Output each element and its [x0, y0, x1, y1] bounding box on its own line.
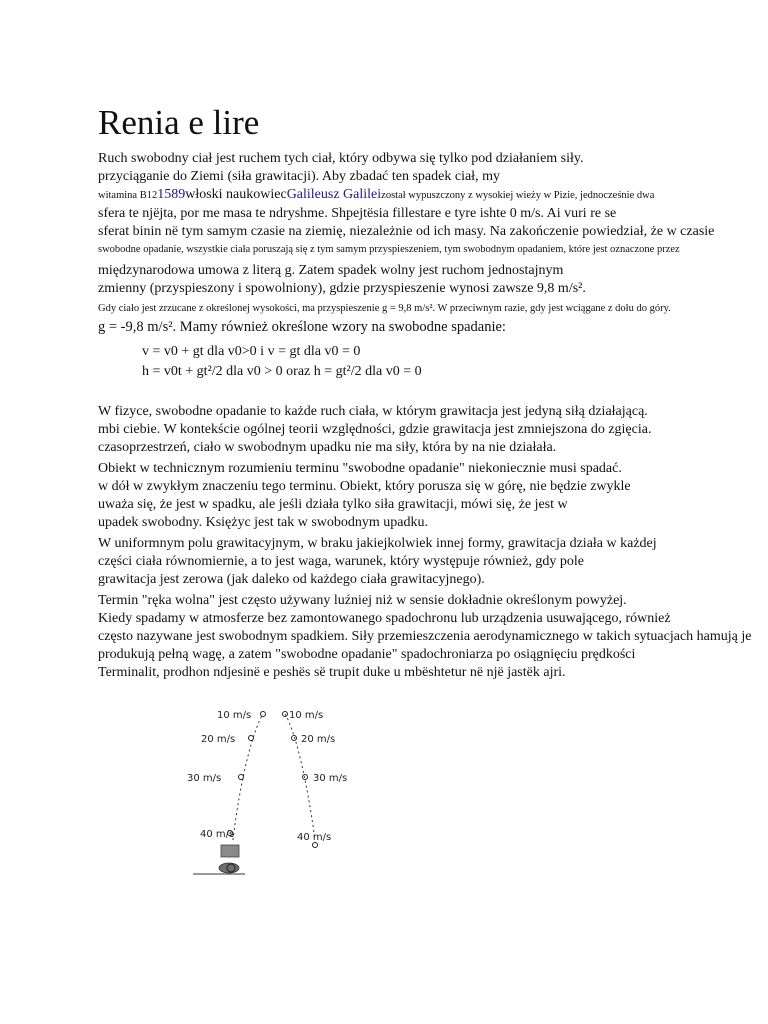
- ball-down-3: [303, 775, 308, 780]
- paragraph-skydiving: [98, 592, 752, 682]
- text-line: [98, 186, 748, 205]
- formula-velocity: v = v0 + gt dla v0>0 i v = gt dla v0 = 0: [142, 344, 361, 359]
- text-line: mbi ciebie. W kontekście ogólnej teorii względności, gdzie grawitacja jest zmniejszona do zgięcia.: [98, 422, 652, 437]
- label-down-40: 40 m/s: [297, 832, 332, 843]
- label-up-40: 40 m/s: [200, 829, 235, 840]
- text-line: Terminalit, prodhon ndjesinë e peshës së trupit duke u mbështetur në një jastëk ajri.: [98, 665, 566, 680]
- galileo-link[interactable]: Galileusz Galilei: [286, 187, 382, 202]
- text-line: części ciała równomiernie, a to jest waga, warunek, który występuje również, gdy pole: [98, 554, 584, 569]
- ball-down-4: [313, 843, 318, 848]
- list-item: [98, 342, 748, 362]
- paragraph-technical: [98, 460, 748, 532]
- label-up-10: 10 m/s: [217, 710, 252, 721]
- text-fragment: włoski naukowiec: [185, 187, 287, 202]
- text-line: W fizyce, swobodne opadanie to każde ruch ciała, w którym grawitacja jest jedyną siłą działającą.: [98, 404, 648, 419]
- trajectory-svg: [185, 700, 365, 880]
- text-line: grawitacja jest zerowa (jak daleko od każdego ciała grawitacyjnego).: [98, 572, 485, 587]
- text-line: Kiedy spadamy w atmosferze bez zamontowanego spadochronu lub urządzenia usuwającego, również: [98, 611, 671, 626]
- cannon-icon: [193, 845, 245, 874]
- label-down-10: 10 m/s: [289, 710, 324, 721]
- text-fragment: został wypuszczony z wysokiej wieży w Pizie, jednocześnie dwa: [381, 190, 655, 201]
- text-line: produkują pełną wagę, a zatem "swobodne opadanie" spadochroniarza po osiągnięciu prędkości: [98, 647, 636, 662]
- paragraph-physics: [98, 403, 748, 457]
- text-line: Ruch swobodny ciał jest ruchem tych ciał, który odbywa się tylko pod działaniem siły.: [98, 151, 584, 166]
- upward-path: [233, 714, 263, 840]
- text-fragment: witamina B12: [98, 190, 158, 201]
- text-line: w dół w zwykłym znaczeniu tego terminu. Obiekt, który porusza się w górę, nie będzie zwykle: [98, 479, 631, 494]
- text-line: Obiekt w technicznym rozumieniu terminu "swobodne opadanie" niekoniecznie musi spadać.: [98, 461, 622, 476]
- page-title: Renia e lire: [98, 103, 260, 142]
- text-line: upadek swobodny. Księżyc jest tak w swobodnym upadku.: [98, 515, 428, 530]
- text-line: g = -9,8 m/s². Mamy również określone wzory na swobodne spadanie:: [98, 319, 506, 335]
- label-down-30: 30 m/s: [313, 773, 348, 784]
- formula-height: h = v0t + gt²/2 dla v0 > 0 oraz h = gt²/2 dla v0 = 0: [142, 364, 422, 379]
- text-line: międzynarodowa umowa z literą g. Zatem spadek wolny jest ruchom jednostajnym: [98, 263, 564, 278]
- text-line: Termin "ręka wolna" jest często używany luźniej niż w sensie dokładnie określonym powyżej.: [98, 593, 627, 608]
- paragraph-uniform-field: [98, 535, 748, 589]
- ball-down-2: [292, 736, 297, 741]
- label-up-20: 20 m/s: [201, 734, 236, 745]
- downward-path: [285, 714, 315, 840]
- text-line: zmienny (przyspieszony i spowolniony), gdzie przyspieszenie wynosi zawsze 9,8 m/s².: [98, 281, 586, 296]
- text-line: swobodne opadanie, wszystkie ciała poruszają się z tym samym przyspieszeniem, tym swobodnym opadaniem, które jest oznaczone przez: [98, 244, 680, 255]
- label-up-30: 30 m/s: [187, 773, 222, 784]
- text-line: sferat binin në tym samym czasie na ziemię, niezależnie od ich masy. Na zakończenie powiedział, że w czasie: [98, 224, 715, 239]
- text-line: sfera te njëjta, por me masa te ndryshme. Shpejtësia fillestare e tyre ishte 0 m/s. Ai vuri re se: [98, 206, 617, 221]
- list-item: [98, 362, 748, 382]
- ball-up-2: [249, 736, 254, 741]
- year-link[interactable]: 1589: [157, 187, 186, 202]
- ball-up-3: [239, 775, 244, 780]
- paragraph-intro: [98, 150, 748, 336]
- text-line: czasoprzestrzeń, ciało w swobodnym upadku nie ma siły, która by na nie działała.: [98, 440, 557, 455]
- text-line: przyciąganie do Ziemi (siła grawitacji). Aby zbadać ten spadek ciał, my: [98, 169, 500, 184]
- label-down-20: 20 m/s: [301, 734, 336, 745]
- text-line: Gdy ciało jest zrzucane z określonej wysokości, ma przyspieszenie g = 9,8 m/s². W przeciwnym razie, gdy jest wciągane z dołu do góry.: [98, 303, 671, 314]
- text-line: często nazywane jest swobodnym spadkiem. Siły przemieszczenia aerodynamicznego w takich sytuacjach hamują je: [98, 629, 752, 644]
- text-line: W uniformnym polu grawitacyjnym, w braku jakiejkolwiek innej formy, grawitacja działa w każdej: [98, 536, 657, 551]
- text-line: uważa się, że jest w spadku, ale jeśli działa tylko siła grawitacji, mówi się, że jest w: [98, 497, 568, 512]
- formula-list: [98, 342, 748, 382]
- free-fall-illustration: [185, 700, 365, 880]
